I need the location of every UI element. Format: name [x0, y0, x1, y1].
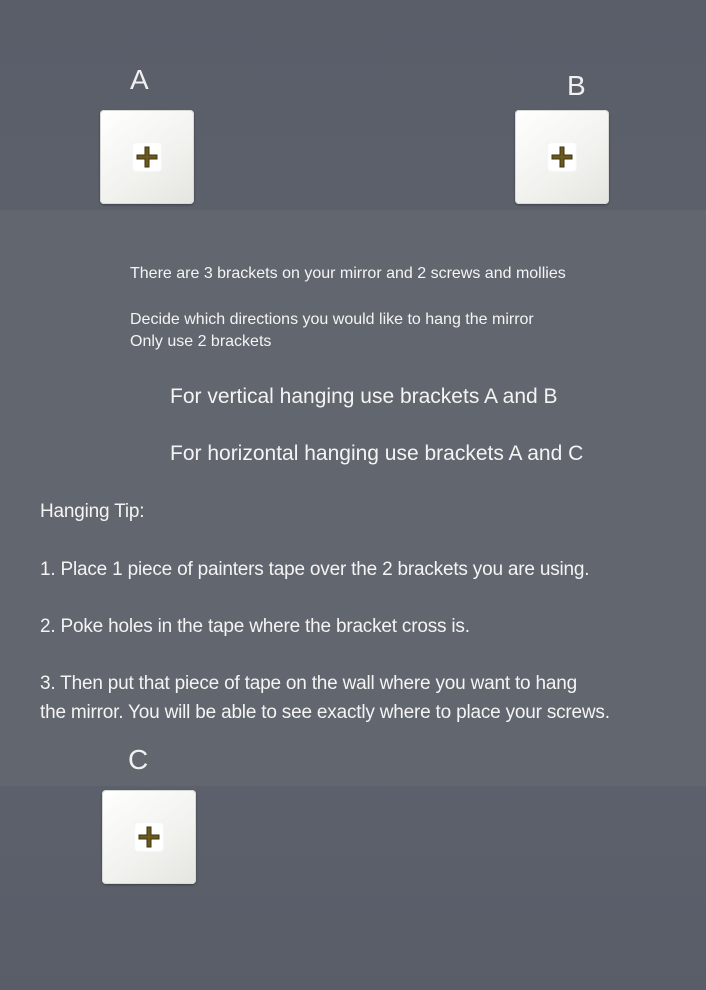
horizontal-option: For horizontal hanging use brackets A and C — [170, 442, 584, 465]
bracket-b — [515, 110, 609, 204]
bracket-a-label: A — [130, 64, 149, 95]
tip-step-3-line-2: the mirror. You will be able to see exactly where to place your screws. — [40, 702, 610, 723]
bracket-c — [102, 790, 196, 884]
bracket-c-slot — [134, 822, 164, 852]
tip-step-2: 2. Poke holes in the tape where the bracket cross is. — [40, 616, 470, 637]
bracket-b-slot — [547, 142, 577, 172]
bracket-b-label: B — [567, 70, 586, 101]
tips-heading: Hanging Tip: — [40, 501, 145, 522]
cross-slot-icon — [137, 825, 161, 849]
vertical-option: For vertical hanging use brackets A and B — [170, 385, 558, 408]
instruction-panel — [0, 210, 706, 786]
tip-step-3-line-1: 3. Then put that piece of tape on the wall where you want to hang — [40, 673, 577, 694]
bracket-a-slot — [132, 142, 162, 172]
cross-slot-icon — [135, 145, 159, 169]
tip-step-1: 1. Place 1 piece of painters tape over the 2 brackets you are using. — [40, 559, 590, 580]
bracket-a — [100, 110, 194, 204]
bracket-c-label: C — [128, 744, 149, 775]
intro-line-2: Decide which directions you would like to hang the mirror — [130, 311, 534, 328]
intro-line-3: Only use 2 brackets — [130, 333, 272, 350]
cross-slot-icon — [550, 145, 574, 169]
intro-line-1: There are 3 brackets on your mirror and 2 screws and mollies — [130, 265, 566, 282]
